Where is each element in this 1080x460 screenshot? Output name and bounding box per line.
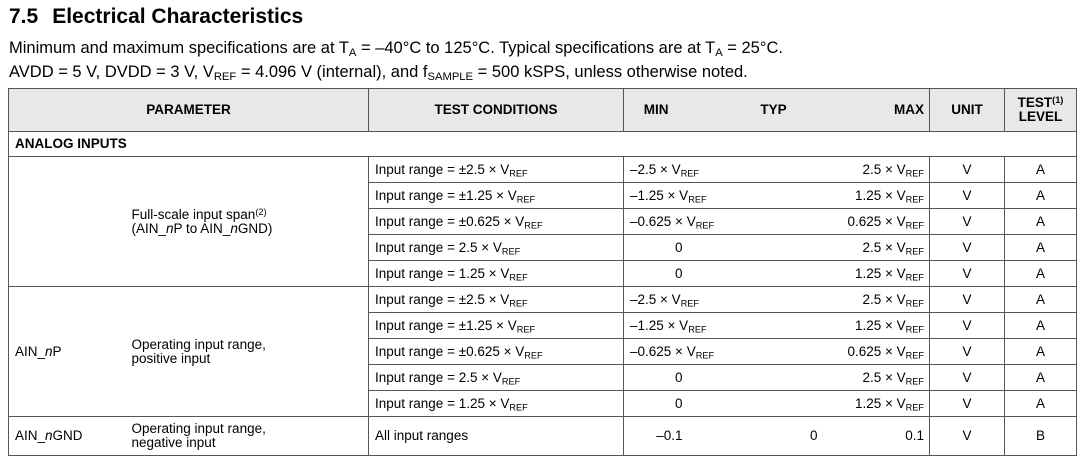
parameter-symbol: AIN_nGND	[9, 417, 126, 456]
unit-value: V	[930, 313, 1005, 339]
test-condition: Input range = $1.25 \times V_{REF}$	[369, 261, 624, 287]
unit-value: V	[930, 183, 1005, 209]
max-value: $2.5 \times V_{REF}$	[828, 287, 930, 313]
parameter-name: Full-scale input span$^{(2)}$ (AIN_nP to AIN_nGND)	[126, 157, 369, 287]
header-parameter: PARAMETER	[9, 89, 369, 132]
test-level-value: A	[1005, 365, 1077, 391]
section-number: 7.5	[9, 5, 39, 28]
min-value: 0	[624, 261, 726, 287]
intro-line-1: Minimum and maximum specifications are at $T_A = -40^\circ C$ to 125°C. Typical specifications are at $T_A = 25^\circ C$.	[9, 39, 783, 60]
test-level-value: A	[1005, 287, 1077, 313]
test-level-value: A	[1005, 391, 1077, 417]
table-row	[9, 287, 1077, 313]
typ-value: 0	[726, 417, 828, 456]
table-header-row	[9, 89, 1077, 132]
table-row	[9, 417, 1077, 456]
max-value: $2.5 \times V_{REF}$	[828, 157, 930, 183]
typ-value	[726, 391, 828, 417]
test-condition: Input range = $\pm 2.5 \times V_{REF}$	[369, 157, 624, 183]
typ-value	[726, 235, 828, 261]
test-condition: Input range = $2.5 \times V_{REF}$	[369, 365, 624, 391]
header-max: MAX	[828, 89, 930, 132]
min-value: $-2.5 \times V_{REF}$	[624, 157, 726, 183]
typ-value	[726, 365, 828, 391]
header-test-conditions: TEST CONDITIONS	[369, 89, 624, 132]
max-value: $0.625 \times V_{REF}$	[828, 339, 930, 365]
typ-value	[726, 339, 828, 365]
unit-value: V	[930, 365, 1005, 391]
test-condition: Input range = $\pm 1.25 \times V_{REF}$	[369, 313, 624, 339]
test-level-value: A	[1005, 235, 1077, 261]
test-level-value: A	[1005, 339, 1077, 365]
min-value: $-0.625 \times V_{REF}$	[624, 209, 726, 235]
test-condition: Input range = $\pm 2.5 \times V_{REF}$	[369, 287, 624, 313]
parameter-symbol: AIN_nP	[9, 287, 126, 417]
min-value: $-0.625 \times V_{REF}$	[624, 339, 726, 365]
unit-value: V	[930, 261, 1005, 287]
unit-value: V	[930, 287, 1005, 313]
header-typ: TYP	[726, 89, 828, 132]
unit-value: V	[930, 235, 1005, 261]
test-level-value: A	[1005, 261, 1077, 287]
test-condition: All input ranges	[369, 417, 624, 456]
electrical-characteristics-table	[8, 88, 1077, 456]
min-value: 0	[624, 391, 726, 417]
parameter-symbol	[9, 157, 126, 287]
test-condition: Input range = $2.5 \times V_{REF}$	[369, 235, 624, 261]
section-title: Electrical Characteristics	[52, 5, 304, 28]
unit-value: V	[930, 209, 1005, 235]
max-value: $1.25 \times V_{REF}$	[828, 183, 930, 209]
test-condition: Input range = $\pm 0.625 \times V_{REF}$	[369, 209, 624, 235]
test-level-value: A	[1005, 313, 1077, 339]
max-value: $2.5 \times V_{REF}$	[828, 365, 930, 391]
max-value: $0.625 \times V_{REF}$	[828, 209, 930, 235]
parameter-name: Operating input range, positive input	[126, 287, 369, 417]
intro-line-2: AVDD = 5 V, DVDD = 3 V, $V_{REF} = 4.096$ V (internal), and $f_{SAMPLE} = 500$ kSPS, unless otherwise noted.	[9, 63, 748, 84]
max-value: $1.25 \times V_{REF}$	[828, 391, 930, 417]
typ-value	[726, 209, 828, 235]
header-unit: UNIT	[930, 89, 1005, 132]
table-row	[9, 157, 1077, 183]
max-value: $2.5 \times V_{REF}$	[828, 235, 930, 261]
header-min: MIN	[624, 89, 726, 132]
test-condition: Input range = $\pm 1.25 \times V_{REF}$	[369, 183, 624, 209]
section-row	[9, 132, 1077, 157]
min-value: $-1.25 \times V_{REF}$	[624, 183, 726, 209]
unit-value: V	[930, 391, 1005, 417]
max-value: $1.25 \times V_{REF}$	[828, 261, 930, 287]
typ-value	[726, 183, 828, 209]
test-level-value: A	[1005, 183, 1077, 209]
min-value: 0	[624, 365, 726, 391]
unit-value: V	[930, 339, 1005, 365]
min-value: $-2.5 \times V_{REF}$	[624, 287, 726, 313]
header-test-level: TEST$^{(1)}$ LEVEL	[1005, 89, 1077, 132]
test-level-value: A	[1005, 157, 1077, 183]
max-value: $1.25 \times V_{REF}$	[828, 313, 930, 339]
typ-value	[726, 313, 828, 339]
max-value: 0.1	[828, 417, 930, 456]
test-level-value: A	[1005, 209, 1077, 235]
unit-value: V	[930, 157, 1005, 183]
parameter-name: Operating input range, negative input	[126, 417, 369, 456]
test-condition: Input range = $1.25 \times V_{REF}$	[369, 391, 624, 417]
min-value: –0.1	[624, 417, 726, 456]
typ-value	[726, 157, 828, 183]
test-level-value: B	[1005, 417, 1077, 456]
min-value: 0	[624, 235, 726, 261]
test-condition: Input range = $\pm 0.625 \times V_{REF}$	[369, 339, 624, 365]
min-value: $-1.25 \times V_{REF}$	[624, 313, 726, 339]
typ-value	[726, 261, 828, 287]
section-heading	[9, 5, 303, 29]
section-label: ANALOG INPUTS	[9, 132, 1077, 157]
unit-value: V	[930, 417, 1005, 456]
typ-value	[726, 287, 828, 313]
